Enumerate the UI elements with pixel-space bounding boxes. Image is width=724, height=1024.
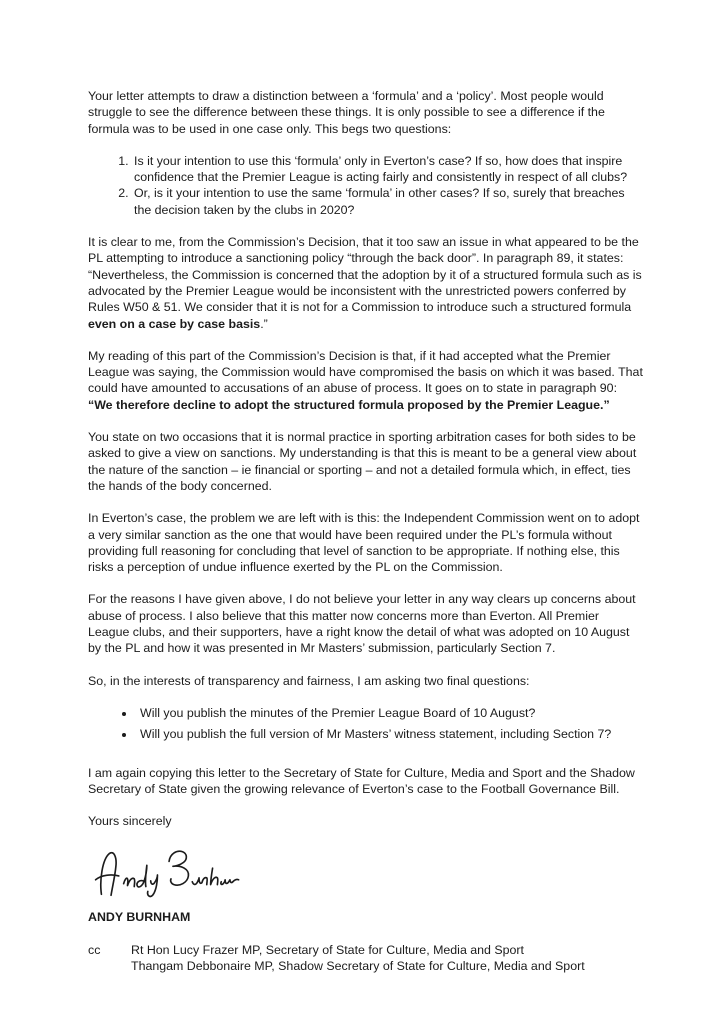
paragraph-commission-decision-end: .” (260, 316, 268, 331)
cc-lines (131, 942, 585, 975)
paragraph-sanctions-practice: You state on two occasions that it is normal practice in sporting arbitration cases for both sides to be asked to give a view on sanctions. My understanding is that this is meant to be a general view about the nature of the sanction – ie financial or sporting – and not a detailed formula which, in effect, ties the hands of the body concerned. (88, 430, 637, 493)
handwritten-signature-svg (92, 845, 250, 903)
letter-body (88, 88, 643, 974)
signatory-name: ANDY BURNHAM (88, 910, 191, 925)
paragraph-commission-decision-text: It is clear to me, from the Commission’s Decision, that it too saw an issue in what appeared to be the PL attempting to introduce a sanctioning policy “through the back door”. In paragraph 89, it states: “Nevertheless, the Commission is concerned that the adoption by it of a structured formula such as is advocated by the Premier League would be inconsistent with the unrestricted powers conferred by Rules W50 & 51. We consider that it is not for a Commission to introduce such a structured formula (88, 235, 642, 315)
paragraph-everton-problem: In Everton’s case, the problem we are left with is this: the Independent Commission went on to adopt a very similar sanction as the one that would have been required under the PL’s formula without providing full reasoning for concluding that level of sanction to be appropriate. If nothing else, this risks a perception of undue influence exerted by the PL on the Commission. (88, 511, 640, 575)
paragraph-my-reading (88, 348, 643, 413)
bullet-item-1: • Will you publish the minutes of the Premier League Board of 10 August? (136, 705, 643, 721)
paragraph-my-reading-text: My reading of this part of the Commission’s Decision is that, if it had accepted what the Premier League was saying, the Commission would have compromised the basis on which it was based. That could have amounted to accusations of an abuse of process. It goes on to state in paragraph 90: (88, 348, 643, 396)
paragraph-commission-decision-bold: even on a case by case basis (88, 316, 261, 331)
numbered-item-1: 1. Is it your intention to use this ‘formula’ only in Everton’s case? If so, how does that inspire confidence that the Premier League is acting fairly and consistently in respect of all clubs? (132, 153, 643, 186)
signature-image (92, 845, 643, 905)
cc-block (88, 942, 643, 975)
cc-line-1: Rt Hon Lucy Frazer MP, Secretary of State for Culture, Media and Sport (131, 942, 525, 957)
paragraph-final-questions-lead: So, in the interests of transparency and fairness, I am asking two final questions: (88, 673, 530, 688)
cc-line-2: Thangam Debbonaire MP, Shadow Secretary of State for Culture, Media and Sport (131, 958, 585, 973)
closing-salutation: Yours sincerely (88, 814, 172, 829)
cc-label: cc (88, 942, 101, 957)
paragraph-reasons: For the reasons I have given above, I do not believe your letter in any way clears up concerns about abuse of process. I also believe that this matter now concerns more than Everton. All Premier League clubs, and their supporters, have a right know the detail of what was adopted on 10 August by the PL and how it was presented in Mr Masters’ submission, particularly Section 7. (88, 592, 636, 656)
numbered-question-list (88, 153, 643, 218)
paragraph-intro: Your letter attempts to draw a distinction between a ‘formula’ and a ‘policy’. Most people would struggle to see the difference between these things. It is only possible to see a difference if the formula was to be used in one case only. This begs two questions: (88, 89, 605, 136)
paragraph-copying: I am again copying this letter to the Secretary of State for Culture, Media and Sport and the Shadow Secretary of State given the growing relevance of Everton’s case to the Football Governance Bill. (88, 765, 635, 796)
paragraph-my-reading-bold-quote: “We therefore decline to adopt the structured formula proposed by the Premier League.” (88, 397, 610, 412)
bullet-item-2: • Will you publish the full version of Mr Masters’ witness statement, including Section 7? (136, 726, 643, 742)
numbered-item-2: 2. Or, is it your intention to use the same ‘formula’ in other cases? If so, surely that breaches the decision taken by the clubs in 2020? (132, 185, 643, 218)
paragraph-commission-decision (88, 234, 643, 332)
final-questions-list (88, 705, 643, 743)
